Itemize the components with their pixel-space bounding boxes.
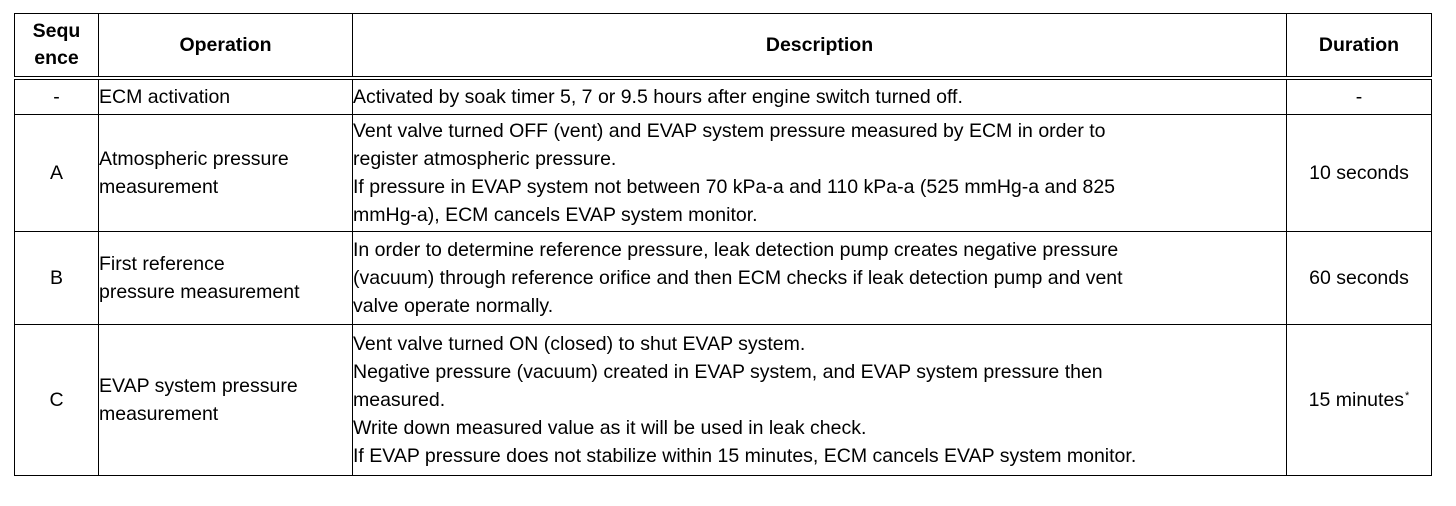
header-sequence — [15, 14, 99, 79]
table-row — [15, 78, 1432, 115]
description-line: Vent valve turned OFF (vent) and EVAP system pressure measured by ECM in order to — [353, 120, 1106, 142]
operation-line: measurement — [99, 403, 219, 425]
operation-cell — [99, 232, 353, 325]
header-duration: Duration — [1287, 14, 1432, 79]
operation-line: pressure measurement — [99, 281, 300, 303]
footnote-marker: * — [1405, 390, 1410, 402]
description-cell — [353, 78, 1287, 115]
header-sequence-line2: ence — [34, 47, 79, 69]
operation-cell — [99, 115, 353, 232]
evap-monitor-sequence-table — [14, 13, 1432, 476]
header-operation: Operation — [99, 14, 353, 79]
description-cell — [353, 115, 1287, 232]
sequence-cell: A — [15, 115, 99, 232]
header-row — [15, 14, 1432, 79]
duration-cell: - — [1287, 78, 1432, 115]
description-line: valve operate normally. — [353, 295, 554, 317]
description-line: measured. — [353, 389, 446, 411]
operation-line: ECM activation — [99, 86, 231, 108]
description-cell — [353, 325, 1287, 476]
operation-line: Atmospheric pressure — [99, 148, 289, 170]
operation-line: measurement — [99, 176, 219, 198]
operation-line: First reference — [99, 253, 225, 275]
header-sequence-line1: Sequ — [32, 20, 81, 42]
description-line: In order to determine reference pressure, leak detection pump creates negative pressure — [353, 239, 1119, 261]
operation-cell — [99, 78, 353, 115]
operation-cell — [99, 325, 353, 476]
sequence-cell: C — [15, 325, 99, 476]
description-line: Write down measured value as it will be used in leak check. — [353, 417, 867, 439]
duration-value: 15 minutes — [1308, 389, 1405, 411]
table-row — [15, 115, 1432, 232]
description-line: If EVAP pressure does not stabilize within 15 minutes, ECM cancels EVAP system monitor. — [353, 445, 1137, 467]
description-cell — [353, 232, 1287, 325]
sequence-cell: B — [15, 232, 99, 325]
table-row — [15, 325, 1432, 476]
header-description: Description — [353, 14, 1287, 79]
description-line: mmHg-a), ECM cancels EVAP system monitor. — [353, 204, 758, 226]
description-line: Negative pressure (vacuum) created in EVAP system, and EVAP system pressure then — [353, 361, 1103, 383]
description-line: Vent valve turned ON (closed) to shut EVAP system. — [353, 333, 806, 355]
duration-cell: 10 seconds — [1287, 115, 1432, 232]
description-line: register atmospheric pressure. — [353, 148, 617, 170]
duration-cell: 60 seconds — [1287, 232, 1432, 325]
description-line: Activated by soak timer 5, 7 or 9.5 hours after engine switch turned off. — [353, 86, 963, 108]
sequence-cell: - — [15, 78, 99, 115]
description-line: (vacuum) through reference orifice and then ECM checks if leak detection pump and vent — [353, 267, 1123, 289]
operation-line: EVAP system pressure — [99, 375, 298, 397]
description-line: If pressure in EVAP system not between 70 kPa-a and 110 kPa-a (525 mmHg-a and 825 — [353, 176, 1116, 198]
table-row — [15, 232, 1432, 325]
duration-cell — [1287, 325, 1432, 476]
